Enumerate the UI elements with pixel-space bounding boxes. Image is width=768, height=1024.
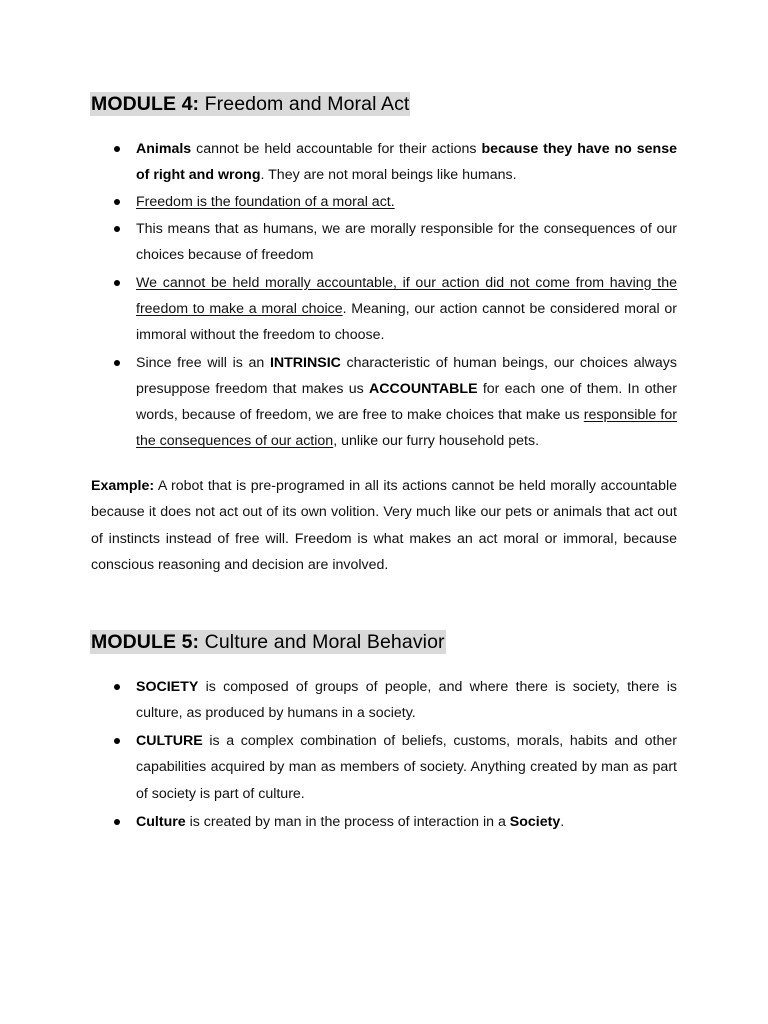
module-5-number: MODULE 5: — [91, 631, 200, 653]
module-5-bullet-list — [0, 674, 768, 836]
body-text: . Meaning, our action cannot be considered moral or immoral without the freedom to choose. — [136, 300, 677, 344]
bold-text: Culture — [136, 814, 186, 830]
body-text: Since free will is an — [136, 354, 270, 371]
example-paragraph — [91, 473, 677, 578]
list-item — [0, 674, 768, 728]
module-5-title: Culture and Moral Behavior — [199, 631, 445, 653]
body-text: for each one of them. In other words, because of freedom, we are free to make choices that make us — [136, 380, 677, 424]
module-4-number: MODULE 4: — [91, 93, 200, 115]
list-item — [0, 728, 768, 809]
body-text: . — [560, 814, 565, 830]
bold-text: Society — [509, 814, 561, 830]
list-item — [0, 216, 768, 270]
bold-text: CULTURE — [136, 733, 203, 749]
body-text: is composed of groups of people, and where there is society, there is culture, as produced by humans in a society. — [136, 679, 677, 722]
body-text: . They are not moral beings like humans. — [260, 167, 517, 184]
list-item — [0, 136, 768, 189]
underlined-text: responsible for the consequences of our action — [136, 407, 677, 450]
body-text: , unlike our furry household pets. — [333, 433, 540, 450]
module-5-heading — [90, 630, 446, 654]
example-label: Example: — [91, 478, 155, 494]
underlined-text: Freedom is the foundation of a moral act. — [136, 193, 395, 210]
bold-text: because they have no sense of right and wrong — [136, 141, 677, 184]
list-item — [0, 350, 768, 455]
body-text: cannot be held accountable for their actions — [191, 141, 482, 157]
list-item — [0, 189, 768, 216]
bold-text: SOCIETY — [136, 679, 199, 695]
module-4-title: Freedom and Moral Act — [199, 93, 410, 115]
underlined-text: We cannot be held morally accountable, if our action did not come from having the freedom to make a moral choice — [136, 274, 677, 317]
bold-text: INTRINSIC — [269, 354, 341, 371]
body-text: is a complex combination of beliefs, customs, morals, habits and other capabilities acquired by man as members of society. Anything created by man as part of society is part of culture. — [136, 733, 677, 802]
list-item — [0, 809, 768, 836]
body-text: is created by man in the process of interaction in a — [185, 814, 510, 830]
body-text: characteristic of human beings, our choices always presuppose freedom that makes us — [136, 354, 677, 397]
bold-text: Animals — [136, 141, 192, 157]
bold-text: ACCOUNTABLE — [369, 380, 478, 397]
body-text: This means that as humans, we are morally responsible for the consequences of our choices because of freedom — [136, 220, 677, 263]
list-item — [0, 270, 768, 350]
module-4-bullet-list — [0, 136, 768, 455]
example-text: A robot that is pre-programed in all its actions cannot be held morally accountable because it does not act out of its own volition. Very much like our pets or animals that act out of instincts instead of free will. Freedom is what makes an act moral or immoral, because conscious reasoning and decision are involved. — [91, 478, 677, 573]
module-4-heading — [90, 92, 410, 116]
